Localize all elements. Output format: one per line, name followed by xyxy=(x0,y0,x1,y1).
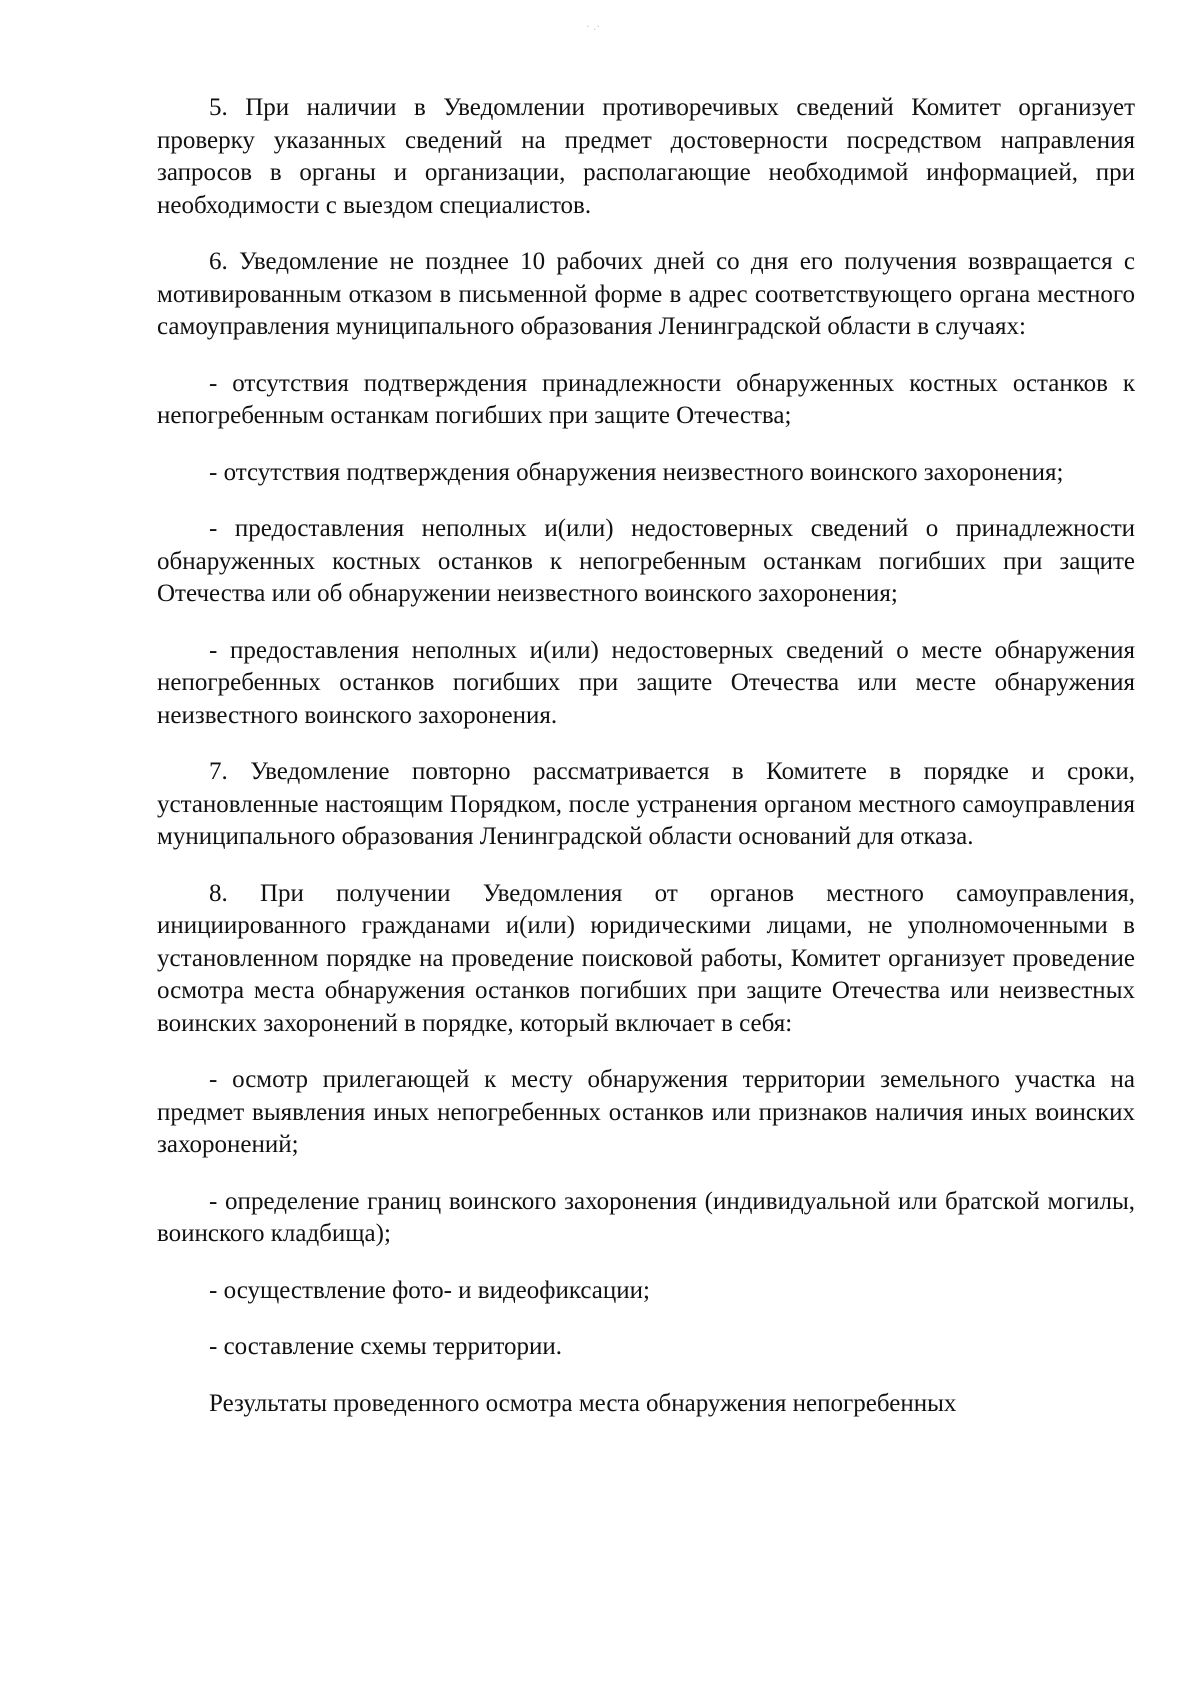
inspection-item-4: - составление схемы территории. xyxy=(209,1333,562,1360)
refusal-case-4: - предоставления неполных и(или) недостоверных сведений о месте обнаружения непогребенных останков погибших при защите Отечества или месте обнаружения неизвестного воинского захоронения. xyxy=(157,636,1135,729)
document-body xyxy=(157,92,1135,1420)
inspection-item-3: - осуществление фото- и видеофиксации; xyxy=(209,1276,650,1304)
paragraph-7: 7. Уведомление повторно рассматривается в Комитете в порядке и сроки, установленные настоящим Порядком, после устранения органом местного самоуправления муниципального образования Ленинградской области оснований для отказа. xyxy=(157,758,1135,850)
paragraph-8: 8. При получении Уведомления от органов местного самоуправления, инициированного гражданами и(или) юридическими лицами, не уполномоченными в установленном порядке на проведение поисковой работы, Комитет организует проведение осмотра места обнаружения останков погибших при защите Отечества или неизвестных воинских захоронений в порядке, который включает в себя: xyxy=(157,879,1135,1037)
refusal-case-1: - отсутствия подтверждения принадлежности обнаруженных костных останков к непогребенным останкам погибших при защите Отечества; xyxy=(157,369,1135,429)
results-paragraph: Результаты проведенного осмотра места обнаружения непогребенных xyxy=(209,1389,957,1417)
refusal-case-2: - отсутствия подтверждения обнаружения неизвестного воинского захоронения; xyxy=(209,458,1064,486)
inspection-item-2: - определение границ воинского захоронения (индивидуальной или братской могилы, воинского кладбища); xyxy=(157,1187,1135,1247)
inspection-item-1: - осмотр прилегающей к месту обнаружения территории земельного участка на предмет выявления иных непогребенных останков или признаков наличия иных воинских захоронений; xyxy=(157,1066,1135,1158)
paragraph-6: 6. Уведомление не позднее 10 рабочих дней со дня его получения возвращается с мотивированным отказом в письменной форме в адрес соответствующего органа местного самоуправления муниципального образования Ленинградской области в случаях: xyxy=(157,248,1135,340)
scan-artifact: · .· xyxy=(586,20,600,33)
refusal-case-3: - предоставления неполных и(или) недостоверных сведений о принадлежности обнаруженных костных останков к непогребенным останкам погибших при защите Отечества или об обнаружении неизвестного воинского захоронения; xyxy=(157,515,1135,607)
paragraph-5: 5. При наличии в Уведомлении противоречивых сведений Комитет организует проверку указанных сведений на предмет достоверности посредством направления запросов в органы и организации, располагающие необходимой информацией, при необходимости с выездом специалистов. xyxy=(157,94,1135,219)
